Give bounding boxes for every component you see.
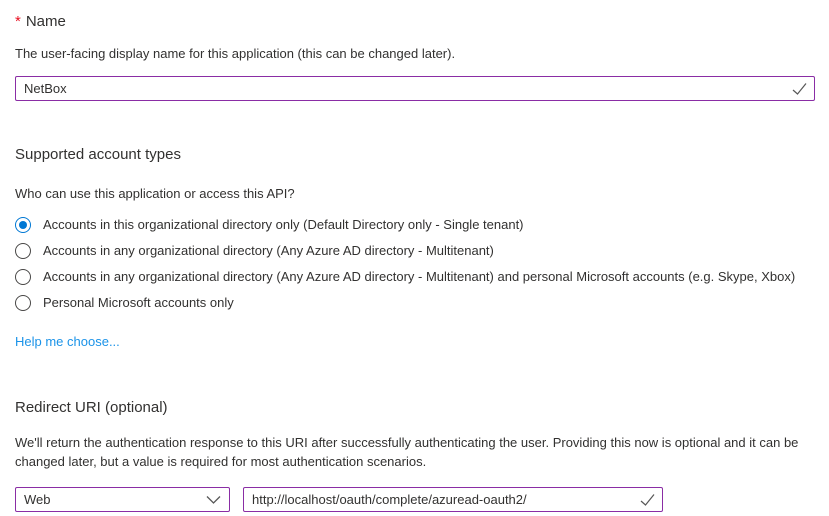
radio-option-single-tenant[interactable] xyxy=(15,212,815,238)
radio-option-label: Personal Microsoft accounts only xyxy=(43,295,234,310)
redirect-uri-row xyxy=(15,487,815,512)
radio-button-icon[interactable] xyxy=(15,295,31,311)
radio-option-label: Accounts in this organizational directory only (Default Directory only - Single tenant) xyxy=(43,217,524,232)
account-type-radio-group xyxy=(15,212,815,316)
redirect-uri-input[interactable] xyxy=(243,487,663,512)
name-description: The user-facing display name for this application (this can be changed later). xyxy=(15,46,456,61)
radio-button-icon[interactable] xyxy=(15,269,31,285)
radio-option-multitenant[interactable] xyxy=(15,238,815,264)
radio-option-label: Accounts in any organizational directory (Any Azure AD directory - Multitenant) xyxy=(43,243,494,258)
platform-select-value: Web xyxy=(24,492,51,507)
redirect-uri-field-wrap xyxy=(243,487,663,512)
radio-option-multitenant-personal[interactable] xyxy=(15,264,815,290)
radio-option-label: Accounts in any organizational directory (Any Azure AD directory - Multitenant) and personal Microsoft accounts (e.g. Skype, Xbox) xyxy=(43,269,796,284)
help-me-choose-link[interactable]: Help me choose... xyxy=(15,334,120,349)
platform-select[interactable] xyxy=(15,487,230,512)
name-title-text: Name xyxy=(25,13,66,30)
name-field-wrap xyxy=(15,76,815,101)
name-section-title xyxy=(15,12,815,32)
account-types-title: Supported account types xyxy=(15,146,181,163)
chevron-down-icon xyxy=(206,495,221,504)
radio-button-icon[interactable] xyxy=(15,217,31,233)
name-input[interactable] xyxy=(15,76,815,101)
radio-button-icon[interactable] xyxy=(15,243,31,259)
account-types-question: Who can use this application or access this API? xyxy=(15,186,295,201)
required-asterisk: * xyxy=(15,13,21,30)
redirect-uri-description: We'll return the authentication response to this URI after successfully authenticating the user. Providing this now is optional and it can be changed later, but a value is required for most authentication scenarios. xyxy=(15,435,799,469)
radio-option-personal-only[interactable] xyxy=(15,290,815,316)
redirect-uri-title: Redirect URI (optional) xyxy=(15,399,168,416)
